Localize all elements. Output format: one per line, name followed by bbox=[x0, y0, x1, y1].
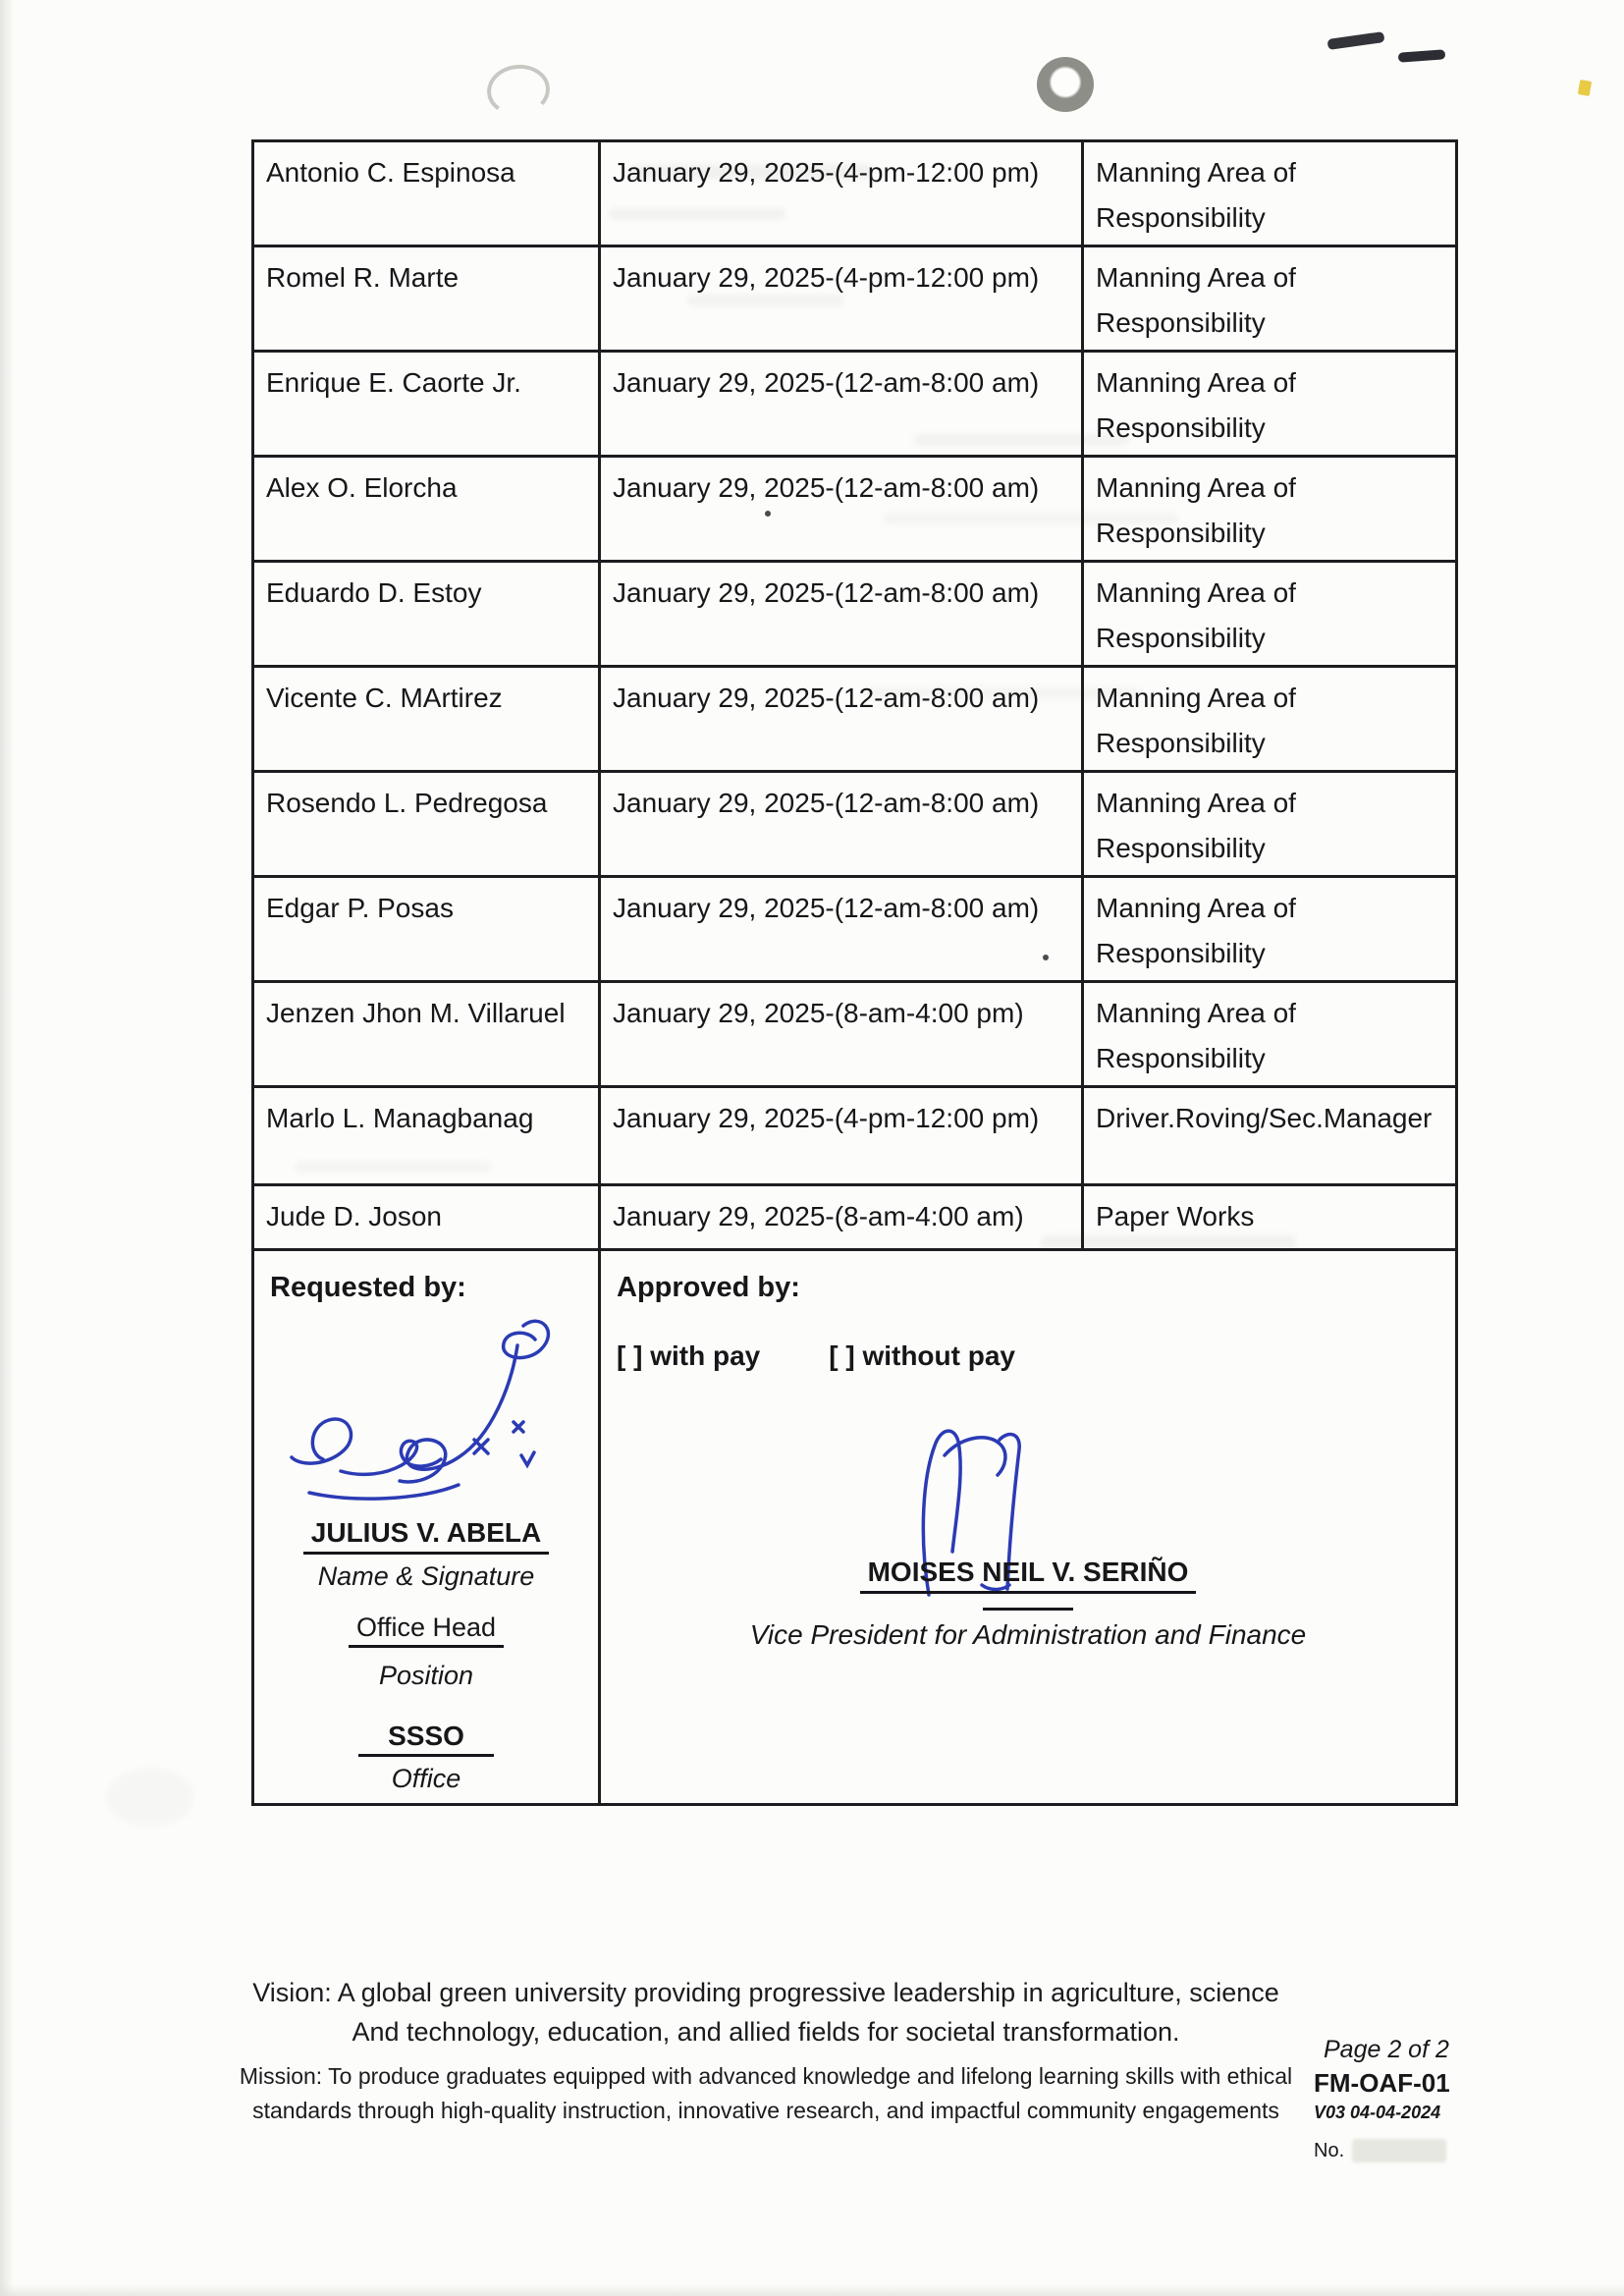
cell-name: Vicente C. MArtirez bbox=[253, 667, 600, 772]
cell-duty: Manning Area of Responsibility bbox=[1083, 667, 1457, 772]
cell-duty: Manning Area of Responsibility bbox=[1083, 772, 1457, 877]
bleed-through bbox=[106, 1768, 194, 1827]
requested-office-caption: Office bbox=[391, 1764, 461, 1793]
mission-line-2: standards through high-quality instruction, innovative research, and impactful community engagements bbox=[252, 2098, 1279, 2123]
signature-row bbox=[253, 1250, 1457, 1805]
cell-schedule: January 29, 2025-(8-am-4:00 am) bbox=[600, 1185, 1083, 1250]
cell-duty: Manning Area of Responsibility bbox=[1083, 982, 1457, 1087]
cell-duty: Manning Area of Responsibility bbox=[1083, 457, 1457, 562]
form-code: FM-OAF-01 bbox=[1314, 2068, 1450, 2098]
table-row bbox=[253, 772, 1457, 877]
table-row bbox=[253, 352, 1457, 457]
table-row bbox=[253, 667, 1457, 772]
table-row bbox=[253, 141, 1457, 246]
cell-name: Jenzen Jhon M. Villaruel bbox=[253, 982, 600, 1087]
without-pay-option: [ ] without pay bbox=[829, 1340, 1015, 1371]
cell-name: Rosendo L. Pedregosa bbox=[253, 772, 600, 877]
with-pay-option: [ ] with pay bbox=[617, 1340, 761, 1371]
requested-by-label: Requested by: bbox=[270, 1272, 466, 1303]
table-row bbox=[253, 877, 1457, 982]
cell-schedule: January 29, 2025-(4-pm-12:00 pm) bbox=[600, 1087, 1083, 1185]
cell-name: Alex O. Elorcha bbox=[253, 457, 600, 562]
cell-duty: Manning Area of Responsibility bbox=[1083, 246, 1457, 352]
approved-position: Vice President for Administration and Finance bbox=[749, 1619, 1307, 1650]
approved-name: MOISES NEIL V. SERIÑO bbox=[860, 1556, 1197, 1594]
punch-hole bbox=[484, 62, 552, 119]
form-meta-block bbox=[1314, 2035, 1589, 2162]
page-number: Page 2 of 2 bbox=[1324, 2036, 1449, 2063]
cell-schedule: January 29, 2025-(12-am-8:00 am) bbox=[600, 772, 1083, 877]
cell-name: Jude D. Joson bbox=[253, 1185, 600, 1250]
duty-table-body bbox=[253, 141, 1457, 1250]
cell-duty: Driver.Roving/Sec.Manager bbox=[1083, 1087, 1457, 1185]
vision-line-1: Vision: A global green university providing progressive leadership in agriculture, science bbox=[252, 1978, 1279, 2007]
cell-name: Edgar P. Posas bbox=[253, 877, 600, 982]
table-row bbox=[253, 1185, 1457, 1250]
scan-mark bbox=[1327, 31, 1385, 50]
footer-vision-mission bbox=[177, 1976, 1355, 2125]
approved-signature-block bbox=[601, 1556, 1455, 1652]
cell-schedule: January 29, 2025-(4-pm-12:00 pm) bbox=[600, 246, 1083, 352]
pay-options bbox=[617, 1334, 1455, 1379]
cell-schedule: January 29, 2025-(4-pm-12:00 pm) bbox=[600, 141, 1083, 246]
scan-mark bbox=[1398, 49, 1446, 62]
form-version: V03 04-04-2024 bbox=[1314, 2103, 1441, 2122]
table-row bbox=[253, 246, 1457, 352]
table-row bbox=[253, 1087, 1457, 1185]
scan-smudge bbox=[1352, 2139, 1446, 2162]
cell-schedule: January 29, 2025-(12-am-8:00 am) bbox=[600, 562, 1083, 667]
scan-edge-shadow bbox=[0, 0, 14, 2296]
approved-by-cell bbox=[600, 1250, 1457, 1805]
punch-hole bbox=[1037, 57, 1094, 112]
cell-name: Eduardo D. Estoy bbox=[253, 562, 600, 667]
signature-line bbox=[983, 1608, 1073, 1611]
cell-duty: Manning Area of Responsibility bbox=[1083, 877, 1457, 982]
cell-duty: Paper Works bbox=[1083, 1185, 1457, 1250]
table-row bbox=[253, 457, 1457, 562]
no-label: No. bbox=[1314, 2139, 1345, 2161]
requested-signature-block bbox=[254, 1516, 598, 1794]
mission-line-1: Mission: To produce graduates equipped with advanced knowledge and lifelong learning skills with ethical bbox=[239, 2063, 1293, 2089]
cell-duty: Manning Area of Responsibility bbox=[1083, 141, 1457, 246]
signature-julius-abela bbox=[282, 1308, 576, 1519]
cell-schedule: January 29, 2025-(8-am-4:00 pm) bbox=[600, 982, 1083, 1087]
cell-name: Enrique E. Caorte Jr. bbox=[253, 352, 600, 457]
vision-line-2: And technology, education, and allied fields for societal transformation. bbox=[352, 2017, 1180, 2047]
requested-name: JULIUS V. ABELA bbox=[303, 1516, 549, 1555]
cell-name: Antonio C. Espinosa bbox=[253, 141, 600, 246]
cell-schedule: January 29, 2025-(12-am-8:00 am) bbox=[600, 352, 1083, 457]
table-row bbox=[253, 562, 1457, 667]
approved-by-label: Approved by: bbox=[617, 1272, 800, 1303]
cell-duty: Manning Area of Responsibility bbox=[1083, 562, 1457, 667]
cell-schedule: January 29, 2025-(12-am-8:00 am) bbox=[600, 877, 1083, 982]
requested-by-cell bbox=[253, 1250, 600, 1805]
cell-duty: Manning Area of Responsibility bbox=[1083, 352, 1457, 457]
cell-schedule: January 29, 2025-(12-am-8:00 am) bbox=[600, 457, 1083, 562]
requested-position: Office Head bbox=[349, 1612, 504, 1648]
requested-position-caption: Position bbox=[378, 1661, 474, 1690]
table-row bbox=[253, 982, 1457, 1087]
cell-schedule: January 29, 2025-(12-am-8:00 am) bbox=[600, 667, 1083, 772]
duty-table bbox=[251, 139, 1458, 1806]
requested-name-caption: Name & Signature bbox=[317, 1561, 535, 1591]
requested-office: SSSO bbox=[358, 1721, 494, 1757]
scan-edge-shadow bbox=[0, 2284, 1624, 2296]
cell-name: Romel R. Marte bbox=[253, 246, 600, 352]
scan-speck bbox=[1578, 80, 1592, 96]
cell-name: Marlo L. Managbanag bbox=[253, 1087, 600, 1185]
